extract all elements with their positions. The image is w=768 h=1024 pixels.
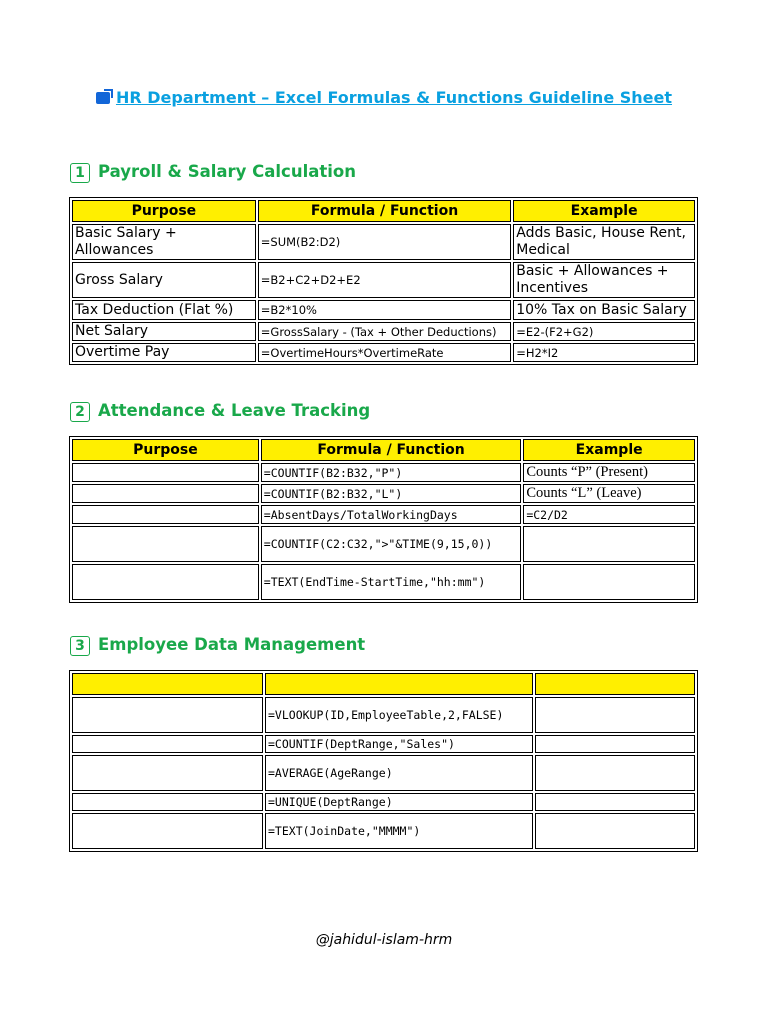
keycap-number-icon: 1 [70, 163, 90, 183]
example-cell [535, 813, 695, 849]
formula-cell: =UNIQUE(DeptRange) [265, 793, 533, 811]
example-cell: Basic + Allowances + Incentives [513, 262, 695, 298]
purpose-cell [72, 735, 263, 753]
purpose-cell [72, 813, 263, 849]
example-cell [523, 526, 695, 562]
table-row [72, 224, 695, 260]
example-cell [535, 755, 695, 791]
table-row [72, 793, 695, 811]
formula-cell: =COUNTIF(DeptRange,"Sales") [265, 735, 533, 753]
example-cell [535, 697, 695, 733]
purpose-cell [72, 505, 259, 524]
section-heading-employee-data: 3 Employee Data Management [70, 635, 365, 656]
formula-cell: =COUNTIF(B2:B32,"L") [261, 484, 522, 503]
example-cell: =E2-(F2+G2) [513, 322, 695, 341]
column-header-purpose [72, 673, 263, 695]
formula-cell: =VLOOKUP(ID,EmployeeTable,2,FALSE) [265, 697, 533, 733]
column-header-example [535, 673, 695, 695]
column-header-purpose: Purpose [72, 200, 256, 222]
table-row [72, 564, 695, 600]
formula-cell: =COUNTIF(C2:C32,">"&TIME(9,15,0)) [261, 526, 522, 562]
formula-cell: =B2*10% [258, 300, 511, 320]
table-row [72, 813, 695, 849]
memo-icon [96, 92, 110, 104]
column-header-example: Example [523, 439, 695, 461]
column-header-formula [265, 673, 533, 695]
example-cell [523, 564, 695, 600]
example-cell: =C2/D2 [523, 505, 695, 524]
table-row [72, 697, 695, 733]
purpose-cell: Basic Salary + Allowances [72, 224, 256, 260]
payroll-table [69, 197, 698, 365]
example-cell: Adds Basic, House Rent, Medical [513, 224, 695, 260]
column-header-example: Example [513, 200, 695, 222]
table-header-row [72, 439, 695, 461]
purpose-cell [72, 463, 259, 482]
purpose-cell [72, 484, 259, 503]
formula-cell: =AVERAGE(AgeRange) [265, 755, 533, 791]
purpose-cell: Gross Salary [72, 262, 256, 298]
keycap-number-icon: 3 [70, 636, 90, 656]
column-header-formula: Formula / Function [258, 200, 511, 222]
example-cell [535, 735, 695, 753]
purpose-cell [72, 564, 259, 600]
employee-data-table [69, 670, 698, 852]
table-row [72, 463, 695, 482]
formula-cell: =GrossSalary - (Tax + Other Deductions) [258, 322, 511, 341]
table-row [72, 322, 695, 341]
purpose-cell [72, 755, 263, 791]
formula-cell: =TEXT(JoinDate,"MMMM") [265, 813, 533, 849]
table-row [72, 262, 695, 298]
column-header-formula: Formula / Function [261, 439, 522, 461]
section-heading-attendance: 2 Attendance & Leave Tracking [70, 401, 370, 422]
example-cell: =H2*I2 [513, 343, 695, 362]
page-title: HR Department – Excel Formulas & Functions Guideline Sheet [0, 88, 768, 107]
table-row [72, 505, 695, 524]
formula-cell: =OvertimeHours*OvertimeRate [258, 343, 511, 362]
purpose-cell: Net Salary [72, 322, 256, 341]
table-row [72, 755, 695, 791]
column-header-purpose: Purpose [72, 439, 259, 461]
example-cell: Counts “P” (Present) [523, 463, 695, 482]
attendance-table [69, 436, 698, 603]
purpose-cell [72, 526, 259, 562]
table-row [72, 484, 695, 503]
table-row [72, 735, 695, 753]
table-header-row [72, 200, 695, 222]
example-cell [535, 793, 695, 811]
purpose-cell [72, 697, 263, 733]
table-row [72, 343, 695, 362]
purpose-cell [72, 793, 263, 811]
formula-cell: =COUNTIF(B2:B32,"P") [261, 463, 522, 482]
formula-cell: =SUM(B2:D2) [258, 224, 511, 260]
formula-cell: =B2+C2+D2+E2 [258, 262, 511, 298]
section-heading-payroll: 1 Payroll & Salary Calculation [70, 162, 356, 183]
table-row [72, 300, 695, 320]
purpose-cell: Tax Deduction (Flat %) [72, 300, 256, 320]
author-handle: @jahidul-islam-hrm [315, 932, 453, 948]
example-cell: Counts “L” (Leave) [523, 484, 695, 503]
formula-cell: =AbsentDays/TotalWorkingDays [261, 505, 522, 524]
formula-cell: =TEXT(EndTime-StartTime,"hh:mm") [261, 564, 522, 600]
purpose-cell: Overtime Pay [72, 343, 256, 362]
table-header-row [72, 673, 695, 695]
table-row [72, 526, 695, 562]
keycap-number-icon: 2 [70, 402, 90, 422]
example-cell: 10% Tax on Basic Salary [513, 300, 695, 320]
